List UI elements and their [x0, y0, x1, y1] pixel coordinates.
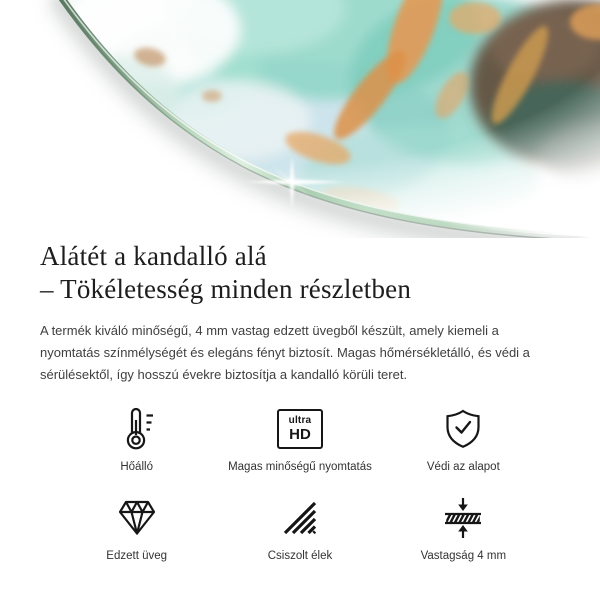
product-image — [0, 0, 600, 238]
glass-hearth-pad-photo — [0, 0, 600, 238]
ultra-hd-text-top: ultra — [288, 415, 312, 426]
polished-edges-icon — [282, 495, 318, 541]
ultra-hd-text-bottom: HD — [289, 426, 311, 443]
feature-protects-base — [382, 406, 545, 473]
feature-label: Hőálló — [120, 461, 153, 473]
feature-label: Magas minőségű nyomtatás — [228, 461, 372, 473]
feature-ultra-hd-print — [218, 406, 381, 473]
page-title-line1: Alátét a kandalló alá — [40, 241, 267, 271]
feature-tempered-glass — [55, 495, 218, 562]
content-area — [0, 240, 600, 562]
feature-heat-resistant — [55, 406, 218, 473]
feature-label: Edzett üveg — [106, 550, 168, 562]
diamond-icon — [117, 495, 157, 541]
page-title-line2: – Tökéletesség minden részletben — [40, 274, 412, 304]
feature-label: Csiszolt élek — [267, 550, 333, 562]
features-grid — [55, 406, 545, 562]
feature-thickness — [382, 495, 545, 562]
page-title — [40, 240, 560, 306]
feature-polished-edges — [218, 495, 381, 562]
product-description: A termék kiváló minőségű, 4 mm vastag edzett üvegből készült, amely kiemeli a nyomtatás színmélységét és elegáns fényt biztosít. Magas hőmérsékletálló, és védi a sérülésektől, így hosszú évekre biztosítja a kandalló körüli teret. — [40, 323, 530, 382]
feature-label: Védi az alapot — [426, 461, 500, 473]
thickness-icon — [443, 495, 483, 541]
thermometer-icon — [119, 406, 155, 452]
feature-label: Vastagság 4 mm — [420, 550, 507, 562]
ultra-hd-icon — [277, 406, 323, 452]
shield-check-icon — [443, 406, 483, 452]
